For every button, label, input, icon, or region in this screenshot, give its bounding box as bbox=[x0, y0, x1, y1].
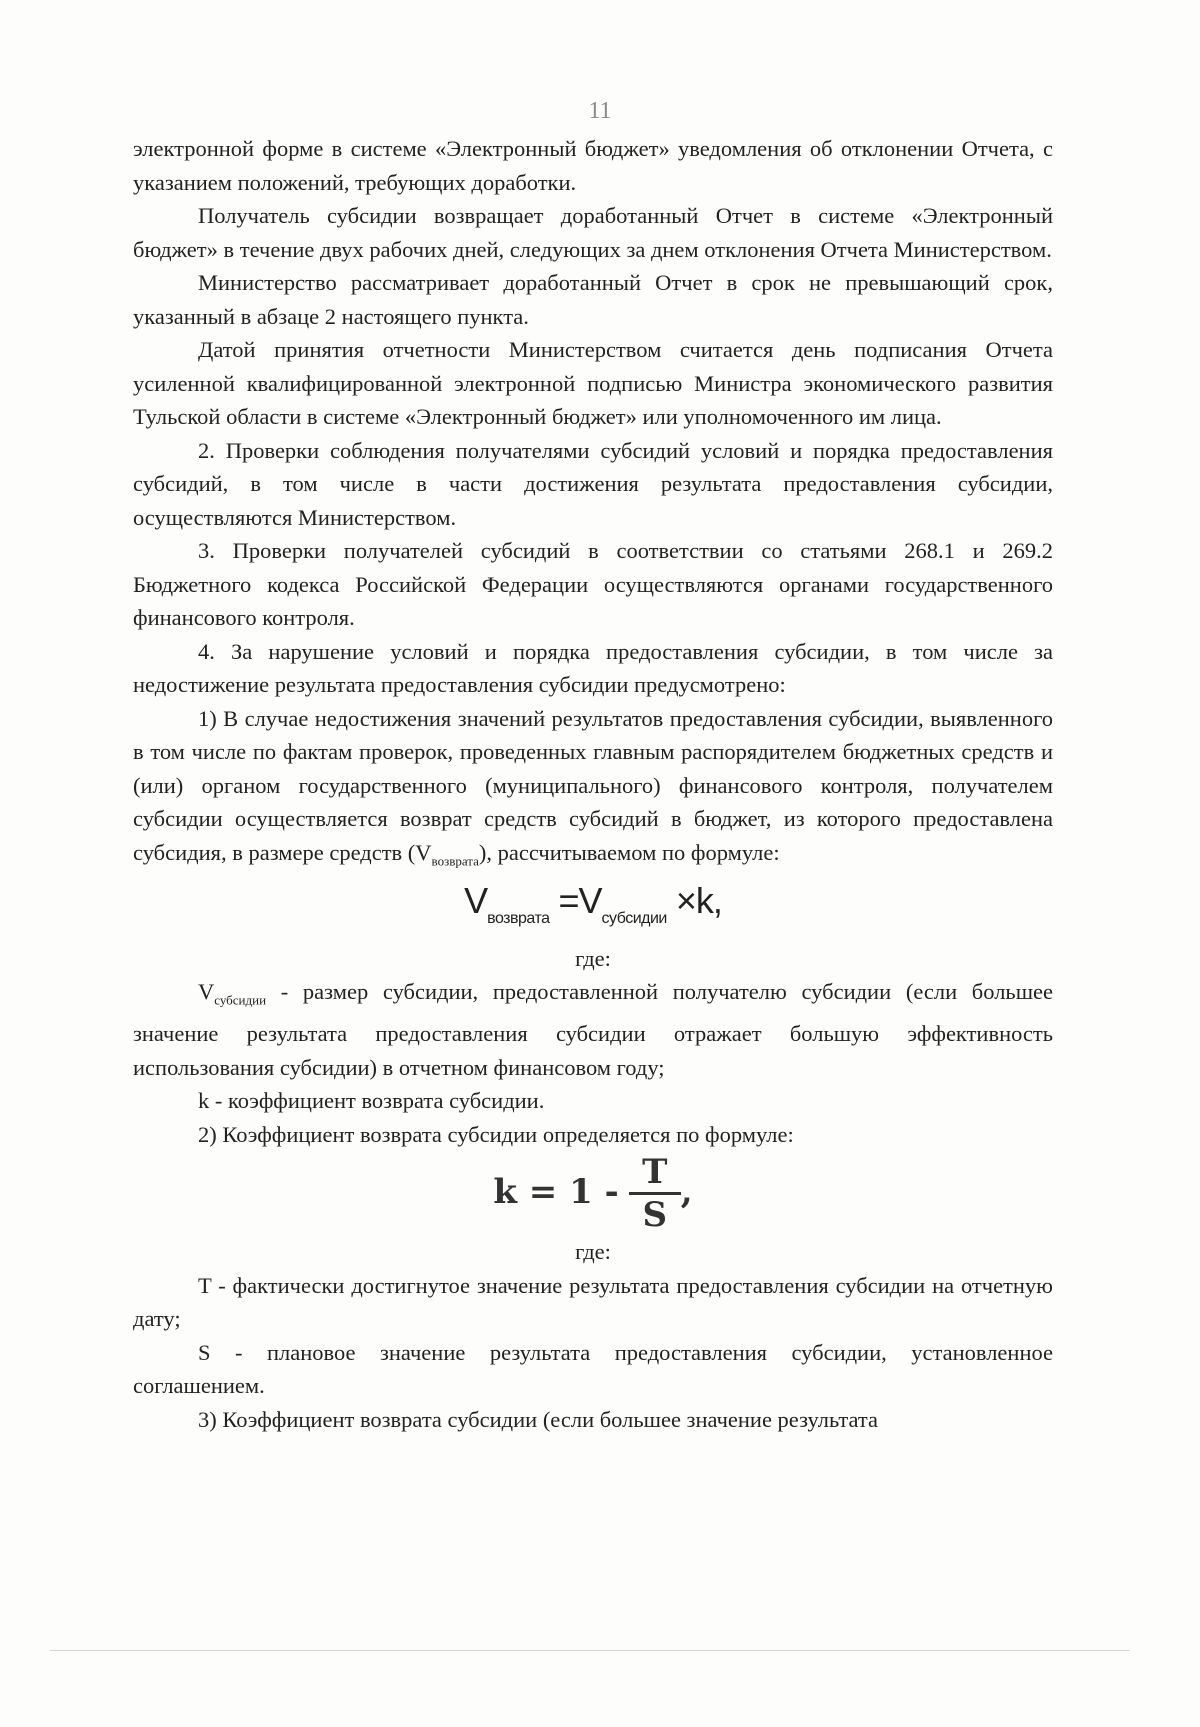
paragraph-10: k - коэффициент возврата субсидии. bbox=[198, 1088, 545, 1113]
formula-v-subsidy-subscript: субсидии bbox=[601, 909, 667, 927]
formula-v-return-subscript: возврата bbox=[487, 909, 550, 927]
formula-k-tail: , bbox=[680, 1172, 693, 1213]
paragraph-8-text: 1) В случае недостижения значений результатов предоставления субсидии, выявленного в том числе по фактам проверок, проведенных главным распорядителем бюджетных средств и (или) органом государственного (муниципального) финансового контроля, получателем субсидии осуществляется возврат средств субсидий в бюджет, из которого предоставлена субсидия, в размере средств (V bbox=[133, 705, 1053, 865]
paragraph-8-tail: ), рассчитываемом по формуле: bbox=[478, 839, 780, 865]
formula-fraction bbox=[629, 1151, 681, 1235]
paragraph-9-text: - размер субсидии, предоставленной получателю субсидии (если большее значение результата предоставления субсидии отражает большую эффективность использования субсидии) в отчетном финансовом году; bbox=[133, 979, 1053, 1080]
page-number: 11 bbox=[588, 98, 612, 124]
paragraph-9 bbox=[133, 975, 1053, 1084]
formula-v-return: V bbox=[464, 879, 488, 921]
formula-times-k: ×k, bbox=[666, 879, 722, 921]
paragraph-3: Министерство рассматривает доработанный Отчет в срок не превышающий срок, указанный в абзаце 2 настоящего пункта. bbox=[133, 270, 1053, 329]
formula-denominator: S bbox=[642, 1194, 668, 1235]
document-body bbox=[133, 132, 1053, 1436]
formula-k-lhs: k = 1 - bbox=[493, 1172, 619, 1213]
coefficient-formula bbox=[133, 1151, 1053, 1235]
return-volume-formula bbox=[133, 879, 1053, 940]
paragraph-4: Датой принятия отчетности Министерством считается день подписания Отчета усиленной квалифицированной электронной подписью Министра экономического развития Тульской области в системе «Электронный бюджет» или уполномоченного им лица. bbox=[133, 337, 1053, 429]
paragraph-5: 2. Проверки соблюдения получателями субсидий условий и порядка предоставления субсидий, в том числе в части достижения результата предоставления субсидии, осуществляются Министерством. bbox=[133, 437, 1053, 530]
paragraph-8 bbox=[133, 702, 1053, 878]
paragraph-13: S - плановое значение результата предоставления субсидии, установленное соглашением. bbox=[133, 1339, 1053, 1398]
formula-equals-v: =V bbox=[549, 879, 602, 921]
v-subsidy-subscript: субсидии bbox=[214, 992, 267, 1008]
where-label-2: где: bbox=[575, 1239, 611, 1264]
paragraph-6: 3. Проверки получателей субсидий в соответствии со статьями 268.1 и 269.2 Бюджетного кодекса Российской Федерации осуществляются органами государственного финансового контроля. bbox=[133, 538, 1053, 630]
paragraph-11: 2) Коэффициент возврата субсидии определяется по формуле: bbox=[198, 1121, 794, 1147]
formula-numerator: T bbox=[642, 1151, 668, 1192]
paragraph-14: 3) Коэффициент возврата субсидии (если большее значение результата bbox=[198, 1406, 878, 1432]
paragraph-7: 4. За нарушение условий и порядка предоставления субсидии, в том числе за недостижение результата предоставления субсидии предусмотрено: bbox=[133, 638, 1053, 697]
paragraph-12: T - фактически достигнутое значение результата предоставления субсидии на отчетную дату; bbox=[133, 1272, 1053, 1331]
paragraph-2: Получатель субсидии возвращает доработанный Отчет в системе «Электронный бюджет» в течение двух рабочих дней, следующих за днем отклонения Отчета Министерством. bbox=[133, 203, 1053, 262]
scan-edge-line bbox=[50, 1650, 1130, 1651]
where-label-1: где: bbox=[575, 945, 611, 971]
v-subsidy-var: V bbox=[198, 979, 215, 1004]
paragraph-1: электронной форме в системе «Электронный бюджет» уведомления об отклонении Отчета, с указанием положений, требующих доработки. bbox=[133, 136, 1053, 195]
v-return-subscript: возврата bbox=[431, 853, 479, 868]
